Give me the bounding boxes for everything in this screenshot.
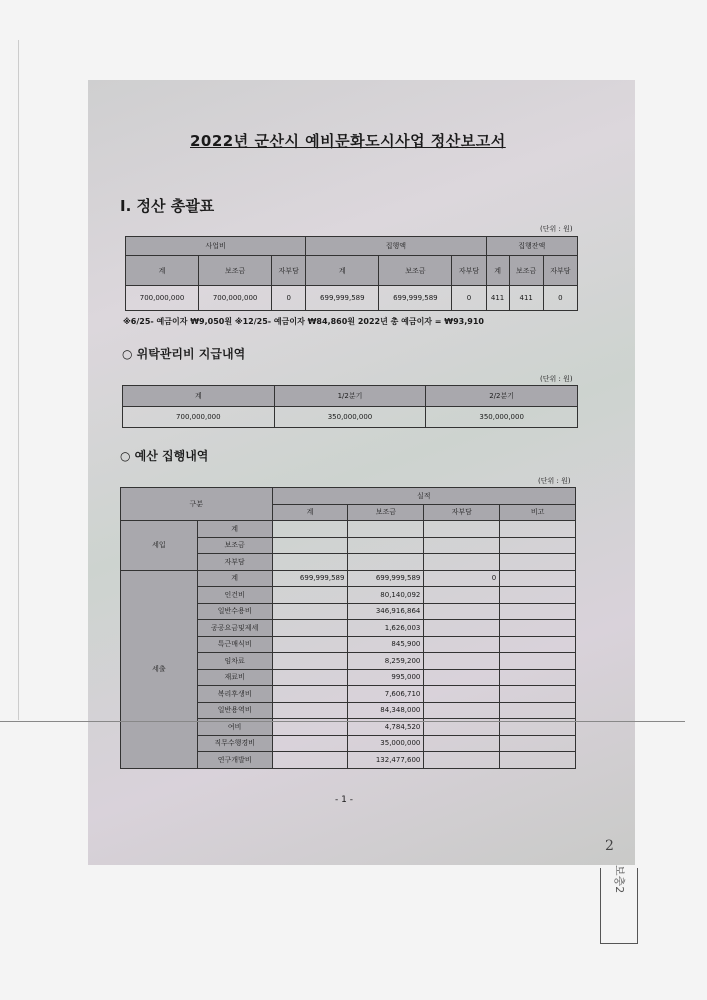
total-cell	[272, 752, 348, 769]
cell	[348, 554, 424, 571]
cell	[500, 521, 576, 538]
total-cell	[272, 653, 348, 670]
total-cell	[272, 686, 348, 703]
sub-header: 자부담	[543, 256, 577, 286]
row-label: 인건비	[197, 587, 272, 604]
row-label: 연구개발비	[197, 752, 272, 769]
group-header: 집행액	[306, 237, 486, 256]
category-header: 구분	[121, 488, 273, 521]
subsidy-cell: 4,784,520	[348, 719, 424, 736]
subsidy-cell: 35,000,000	[348, 735, 424, 752]
total-cell	[272, 669, 348, 686]
value-cell: 411	[509, 286, 543, 311]
section1-unit: (단위 : 원)	[540, 225, 573, 233]
cell: 700,000,000	[123, 407, 275, 428]
cell: 350,000,000	[426, 407, 578, 428]
cell	[272, 554, 348, 571]
summary-table	[125, 236, 578, 311]
sub-header: 계	[126, 256, 199, 286]
subsidy-cell: 1,626,003	[348, 620, 424, 637]
col-header: 1/2분기	[274, 386, 426, 407]
remarks-cell	[500, 686, 576, 703]
col-header: 계	[123, 386, 275, 407]
section1-heading: I. 정산 총괄표	[120, 197, 215, 215]
self-cell	[424, 636, 500, 653]
subsidy-cell: 84,348,000	[348, 702, 424, 719]
section3-heading: ○ 예산 집행내역	[120, 449, 209, 463]
self-cell	[424, 686, 500, 703]
total-cell	[272, 636, 348, 653]
self-cell	[424, 702, 500, 719]
sub-header: 자부담	[452, 256, 486, 286]
cell	[500, 537, 576, 554]
value-cell: 0	[272, 286, 306, 311]
self-cell	[424, 669, 500, 686]
col-header: 계	[272, 504, 348, 521]
subsidy-cell: 7,606,710	[348, 686, 424, 703]
total-cell: 699,999,589	[272, 570, 348, 587]
row-label: 직무수행경비	[197, 735, 272, 752]
subsidy-cell: 995,000	[348, 669, 424, 686]
row-label: 계	[197, 570, 272, 587]
management-fee-table	[122, 385, 578, 428]
sub-header: 보조금	[379, 256, 452, 286]
value-cell: 699,999,589	[306, 286, 379, 311]
row-label: 특근매식비	[197, 636, 272, 653]
interest-note: ※6/25- 예금이자 ₩9,050원 ※12/25- 예금이자 ₩84,860원 2022년 총 예금이자 = ₩93,910	[123, 317, 484, 326]
row-label: 일반수용비	[197, 603, 272, 620]
row-label: 일반용역비	[197, 702, 272, 719]
scan-edge	[18, 40, 19, 720]
remarks-cell	[500, 653, 576, 670]
subsidy-cell: 845,900	[348, 636, 424, 653]
row-label: 여비	[197, 719, 272, 736]
col-header: 비고	[500, 504, 576, 521]
remarks-cell	[500, 702, 576, 719]
remarks-cell	[500, 636, 576, 653]
self-cell	[424, 735, 500, 752]
table-row	[121, 570, 576, 587]
cell	[424, 537, 500, 554]
remarks-cell	[500, 570, 576, 587]
sub-header: 보조금	[199, 256, 272, 286]
total-cell	[272, 587, 348, 604]
budget-execution-table	[120, 487, 576, 769]
row-label: 보조금	[197, 537, 272, 554]
subsidy-cell: 132,477,600	[348, 752, 424, 769]
remarks-cell	[500, 752, 576, 769]
value-cell: 699,999,589	[379, 286, 452, 311]
row-label: 계	[197, 521, 272, 538]
cell	[424, 521, 500, 538]
table-row	[121, 521, 576, 538]
sub-header: 계	[306, 256, 379, 286]
remarks-cell	[500, 603, 576, 620]
actual-header: 실적	[272, 488, 575, 505]
row-label: 재료비	[197, 669, 272, 686]
value-cell: 700,000,000	[199, 286, 272, 311]
section3-unit: (단위 : 원)	[538, 477, 571, 485]
sub-header: 계	[486, 256, 509, 286]
handwritten-note: 보충2	[613, 865, 626, 894]
total-cell	[272, 702, 348, 719]
remarks-cell	[500, 620, 576, 637]
cell	[348, 537, 424, 554]
cell	[500, 554, 576, 571]
col-header: 2/2분기	[426, 386, 578, 407]
row-label: 공공요금및제세	[197, 620, 272, 637]
self-cell	[424, 653, 500, 670]
row-label: 임차료	[197, 653, 272, 670]
subsidy-cell: 699,999,589	[348, 570, 424, 587]
subsidy-cell: 80,140,092	[348, 587, 424, 604]
section2-unit: (단위 : 원)	[540, 375, 573, 383]
total-cell	[272, 603, 348, 620]
value-cell: 411	[486, 286, 509, 311]
document-title: 2022년 군산시 예비문화도시사업 정산보고서	[190, 132, 506, 150]
expense-label: 세출	[121, 570, 198, 768]
cell: 350,000,000	[274, 407, 426, 428]
self-cell	[424, 587, 500, 604]
remarks-cell	[500, 735, 576, 752]
row-label: 자부담	[197, 554, 272, 571]
self-cell: 0	[424, 570, 500, 587]
self-cell	[424, 752, 500, 769]
total-cell	[272, 735, 348, 752]
revenue-label: 세입	[121, 521, 198, 571]
handwritten-number: 2	[605, 838, 614, 854]
subsidy-cell: 8,259,200	[348, 653, 424, 670]
sub-header: 자부담	[272, 256, 306, 286]
subsidy-cell: 346,916,864	[348, 603, 424, 620]
group-header: 사업비	[126, 237, 306, 256]
col-header: 보조금	[348, 504, 424, 521]
remarks-cell	[500, 669, 576, 686]
remarks-cell	[500, 587, 576, 604]
row-label: 복리후생비	[197, 686, 272, 703]
scan-artifact-line	[0, 721, 685, 722]
self-cell	[424, 603, 500, 620]
section2-heading: ○ 위탁관리비 지급내역	[122, 347, 246, 361]
page-number: - 1 -	[335, 795, 353, 805]
group-header: 집행잔액	[486, 237, 577, 256]
value-cell: 700,000,000	[126, 286, 199, 311]
sub-header: 보조금	[509, 256, 543, 286]
value-cell: 0	[543, 286, 577, 311]
self-cell	[424, 620, 500, 637]
value-cell: 0	[452, 286, 486, 311]
col-header: 자부담	[424, 504, 500, 521]
total-cell	[272, 620, 348, 637]
cell	[424, 554, 500, 571]
cell	[348, 521, 424, 538]
cell	[272, 521, 348, 538]
cell	[272, 537, 348, 554]
